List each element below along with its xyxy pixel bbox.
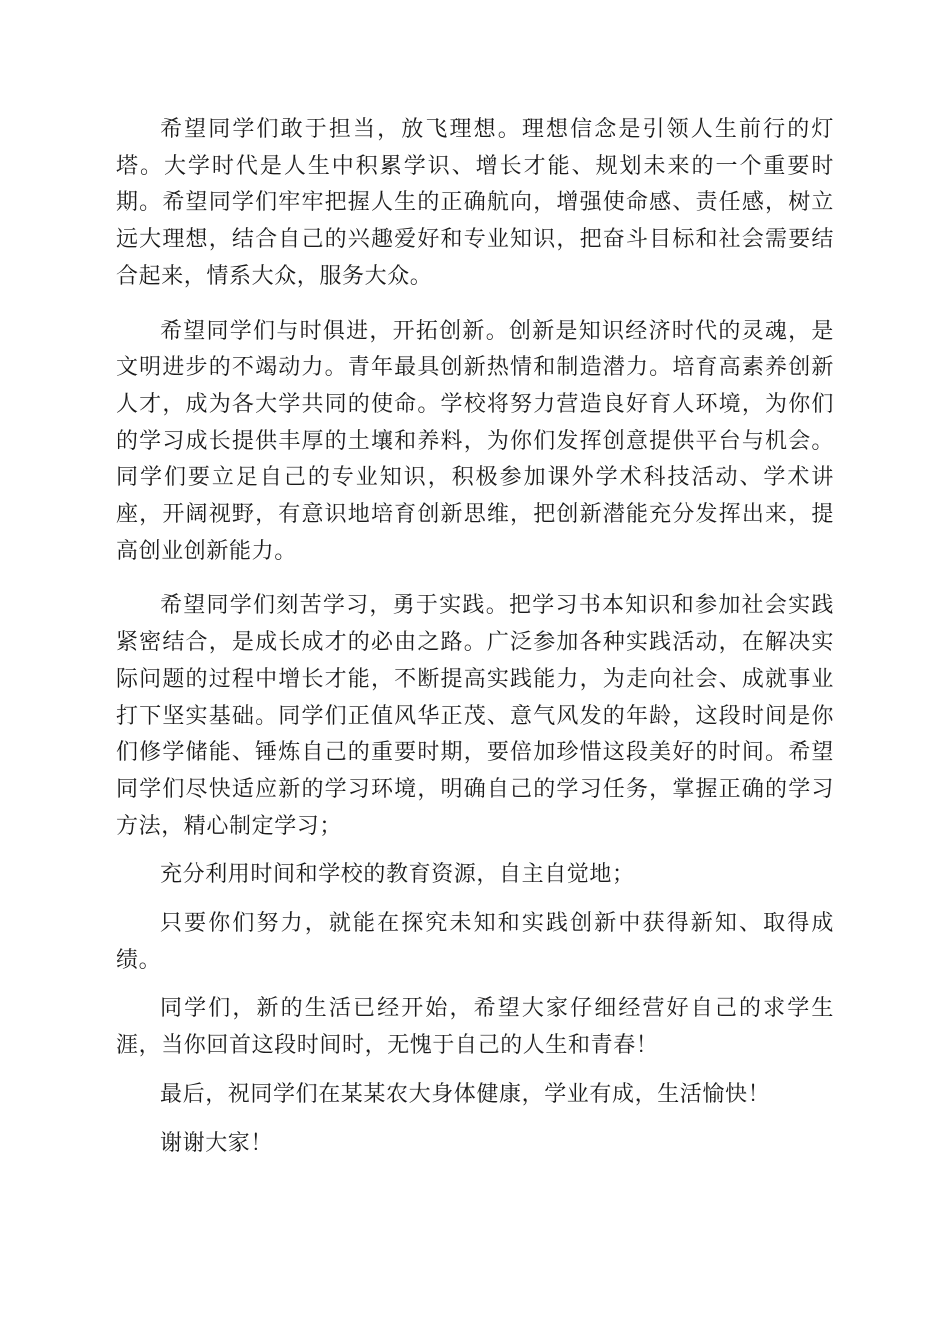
paragraph-responsibility: 希望同学们敢于担当，放飞理想。理想信念是引领人生前行的灯塔。大学时代是人生中积累学识、增长才能、规划未来的一个重要时期。希望同学们牢牢把握人生的正确航向，增强使命感、责任感，树立远大理想，结合自己的兴趣爱好和专业知识，把奋斗目标和社会需要结合起来，情系大众，服务大众。 bbox=[116, 117, 834, 289]
paragraph-innovation: 希望同学们与时俱进，开拓创新。创新是知识经济时代的灵魂，是文明进步的不竭动力。青年最具创新热情和制造潜力。培育高素养创新人才，成为各大学共同的使命。学校将努力营造良好育人环境，为你们的学习成长提供丰厚的土壤和养料，为你们发挥创意提供平台与机会。同学们要立足自己的专业知识，积极参加课外学术科技活动、学术讲座，开阔视野，有意识地培育创新思维，把创新潜能充分发挥出来，提高创业创新能力。 bbox=[116, 318, 834, 564]
paragraph-new-life: 同学们，新的生活已经开始，希望大家仔细经营好自己的求学生涯，当你回首这段时间时，无愧于自己的人生和青春！ bbox=[116, 996, 834, 1059]
paragraph-resources: 充分利用时间和学校的教育资源，自主自觉地； bbox=[160, 862, 635, 888]
paragraph-practice: 希望同学们刻苦学习，勇于实践。把学习书本知识和参加社会实践紧密结合，是成长成才的必由之路。广泛参加各种实践活动，在解决实际问题的过程中增长才能，不断提高实践能力，为走向社会、成就事业打下坚实基础。同学们正值风华正茂、意气风发的年龄，这段时间是你们修学储能、锤炼自己的重要时期，要倍加珍惜这段美好的时间。希望同学们尽快适应新的学习环境，明确自己的学习任务，掌握正确的学习方法，精心制定学习； bbox=[116, 593, 834, 839]
paragraph-wishes: 最后，祝同学们在某某农大身体健康，学业有成，生活愉快！ bbox=[160, 1081, 771, 1107]
document-body bbox=[116, 112, 834, 1162]
paragraph-thanks: 谢谢大家！ bbox=[160, 1130, 274, 1156]
paragraph-effort: 只要你们努力，就能在探究未知和实践创新中获得新知、取得成绩。 bbox=[116, 911, 834, 973]
